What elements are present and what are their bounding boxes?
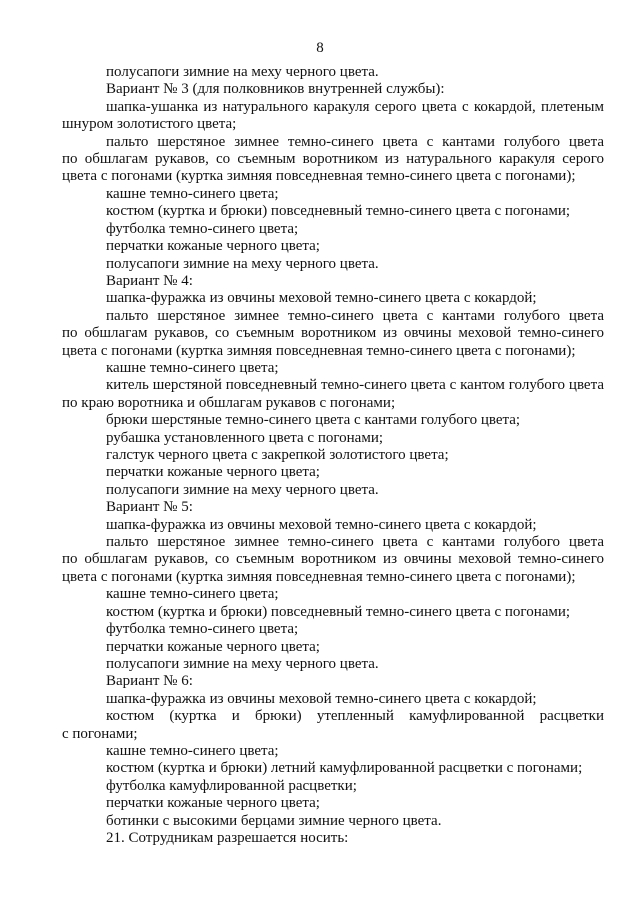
text-line: футболка темно-синего цвета; bbox=[106, 221, 299, 237]
text-line: полусапоги зимние на меху черного цвета. bbox=[106, 656, 379, 672]
text-line: кашне темно-синего цвета; bbox=[106, 743, 279, 759]
text-line: полусапоги зимние на меху черного цвета. bbox=[106, 64, 379, 80]
text-line: костюм (куртка и брюки) летний камуфлированной расцветки с погонами; bbox=[106, 760, 583, 776]
text-line: шапка-фуражка из овчины меховой темно-синего цвета с кокардой; bbox=[106, 290, 537, 306]
text-line: с погонами; bbox=[62, 726, 138, 742]
text-line: по обшлагам рукавов, со съемным воротником из натурального каракуля серого bbox=[62, 151, 604, 167]
text-line: футболка камуфлированной расцветки; bbox=[106, 778, 357, 794]
text-line: Вариант № 5: bbox=[106, 499, 193, 515]
text-line: Вариант № 3 (для полковников внутренней службы): bbox=[106, 81, 445, 97]
text-line: шнуром золотистого цвета; bbox=[62, 116, 237, 132]
text-line: шапка-ушанка из натурального каракуля серого цвета с кокардой, плетеным bbox=[106, 99, 604, 115]
text-line: костюм (куртка и брюки) утепленный камуфлированной расцветки bbox=[106, 708, 604, 724]
text-line: шапка-фуражка из овчины меховой темно-синего цвета с кокардой; bbox=[106, 517, 537, 533]
page-number: 8 bbox=[316, 40, 324, 56]
text-line: ботинки с высокими берцами зимние черного цвета. bbox=[106, 813, 442, 829]
text-line: полусапоги зимние на меху черного цвета. bbox=[106, 482, 379, 498]
text-line: Вариант № 4: bbox=[106, 273, 193, 289]
text-line: кашне темно-синего цвета; bbox=[106, 186, 279, 202]
text-line: пальто шерстяное зимнее темно-синего цвета с кантами голубого цвета bbox=[106, 134, 604, 150]
text-line: перчатки кожаные черного цвета; bbox=[106, 639, 320, 655]
text-line: перчатки кожаные черного цвета; bbox=[106, 795, 320, 811]
text-line: шапка-фуражка из овчины меховой темно-синего цвета с кокардой; bbox=[106, 691, 537, 707]
text-line: по обшлагам рукавов, со съемным воротником из овчины меховой темно-синего bbox=[62, 325, 604, 341]
text-line: пальто шерстяное зимнее темно-синего цвета с кантами голубого цвета bbox=[106, 534, 604, 550]
text-line: перчатки кожаные черного цвета; bbox=[106, 238, 320, 254]
text-line: цвета с погонами (куртка зимняя повседневная темно-синего цвета с погонами); bbox=[62, 168, 576, 184]
text-line: по краю воротника и обшлагам рукавов с погонами; bbox=[62, 395, 396, 411]
text-line: костюм (куртка и брюки) повседневный темно-синего цвета с погонами; bbox=[106, 604, 571, 620]
text-line: цвета с погонами (куртка зимняя повседневная темно-синего цвета с погонами); bbox=[62, 343, 576, 359]
text-line: 21. Сотрудникам разрешается носить: bbox=[106, 830, 349, 846]
text-line: костюм (куртка и брюки) повседневный темно-синего цвета с погонами; bbox=[106, 203, 571, 219]
text-line: рубашка установленного цвета с погонами; bbox=[106, 430, 384, 446]
text-line: перчатки кожаные черного цвета; bbox=[106, 464, 320, 480]
text-line: по обшлагам рукавов, со съемным воротником из овчины меховой темно-синего bbox=[62, 551, 604, 567]
text-line: футболка темно-синего цвета; bbox=[106, 621, 299, 637]
text-line: кашне темно-синего цвета; bbox=[106, 586, 279, 602]
text-line: полусапоги зимние на меху черного цвета. bbox=[106, 256, 379, 272]
text-line: галстук черного цвета с закрепкой золотистого цвета; bbox=[106, 447, 449, 463]
text-line: китель шерстяной повседневный темно-синего цвета с кантом голубого цвета bbox=[106, 377, 604, 393]
text-line: кашне темно-синего цвета; bbox=[106, 360, 279, 376]
text-line: Вариант № 6: bbox=[106, 673, 193, 689]
text-line: пальто шерстяное зимнее темно-синего цвета с кантами голубого цвета bbox=[106, 308, 604, 324]
text-line: цвета с погонами (куртка зимняя повседневная темно-синего цвета с погонами); bbox=[62, 569, 576, 585]
text-line: брюки шерстяные темно-синего цвета с кантами голубого цвета; bbox=[106, 412, 521, 428]
